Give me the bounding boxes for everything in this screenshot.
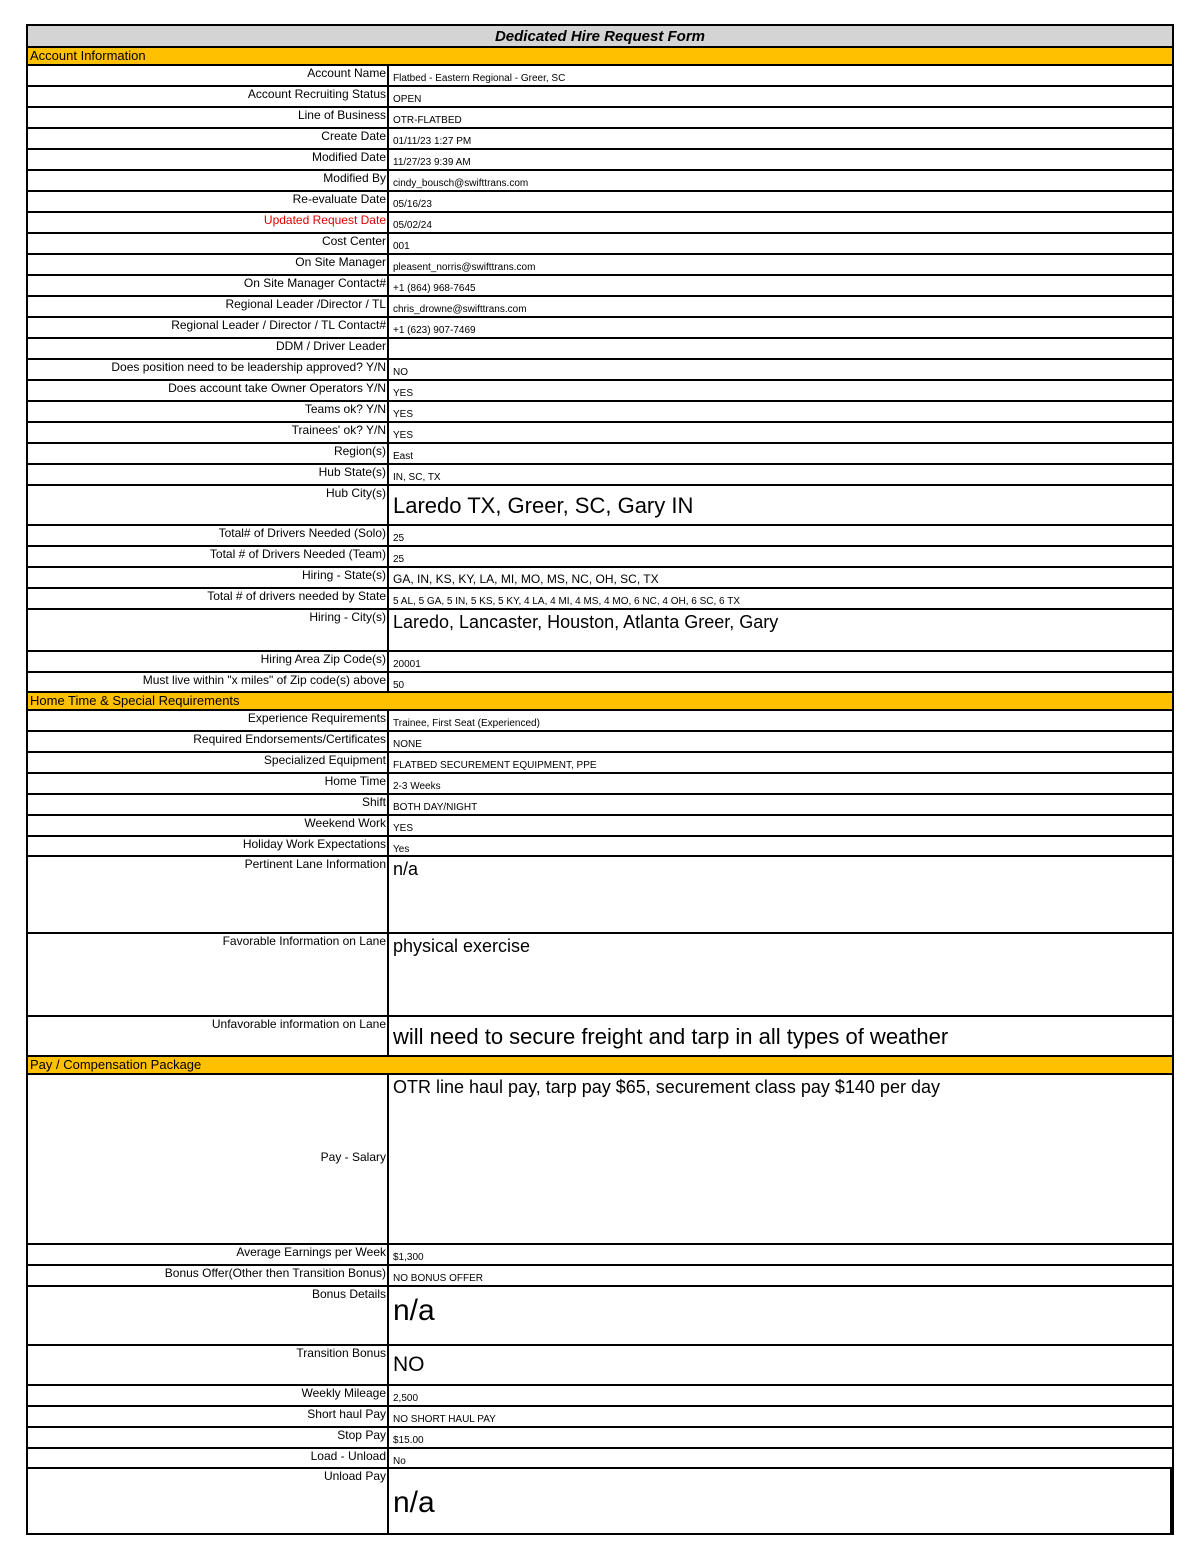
field-value: Flatbed - Eastern Regional - Greer, SC [393,73,566,84]
row-unfavorable-lane-info [28,1017,1172,1057]
field-value: 2-3 Weeks [393,781,441,792]
field-label: Updated Request Date [28,213,389,232]
field-label: Shift [28,795,389,814]
field-label: Short haul Pay [28,1407,389,1426]
field-label: Weekend Work [28,816,389,835]
row-drivers-by-state [28,589,1172,610]
field-label: Stop Pay [28,1428,389,1447]
row-unload-pay [28,1469,1172,1533]
row-bonus-offer [28,1266,1172,1287]
field-value: YES [393,823,414,834]
field-value: East [393,451,414,462]
field-label: Specialized Equipment [28,753,389,772]
row-account-name [28,66,1172,87]
row-hub-states [28,465,1172,486]
row-bonus-details [28,1287,1172,1346]
field-label: Hiring - City(s) [28,610,389,650]
field-label: Total # of drivers needed by State [28,589,389,608]
field-value: Laredo TX, Greer, SC, Gary IN [393,493,694,518]
field-value: 2,500 [393,1393,419,1404]
row-required-endorsements [28,732,1172,753]
field-value: 50 [393,680,405,691]
field-value: No [393,1456,406,1467]
field-value: Trainee, First Seat (Experienced) [393,718,540,729]
form-title: Dedicated Hire Request Form [28,26,1172,48]
row-total-drivers-solo [28,526,1172,547]
section-header-account-information: Account Information [28,48,1172,66]
field-value: YES [393,388,414,399]
field-label: Average Earnings per Week [28,1245,389,1264]
row-hub-cities [28,486,1172,526]
field-value: $15.00 [393,1435,424,1446]
field-value: +1 (864) 968-7645 [393,283,476,294]
field-value: Yes [393,844,410,855]
field-value: 01/11/23 1:27 PM [393,136,472,147]
hire-request-form [26,24,1174,1535]
field-label: Bonus Details [28,1287,389,1344]
row-modified-date [28,150,1172,171]
field-label: Account Recruiting Status [28,87,389,106]
field-label: Re-evaluate Date [28,192,389,211]
field-label: DDM / Driver Leader [28,339,389,358]
field-label: Modified By [28,171,389,190]
field-label: Pertinent Lane Information [28,857,389,932]
field-value: chris_drowne@swifttrans.com [393,304,527,315]
field-value: BOTH DAY/NIGHT [393,802,478,813]
field-label: Total# of Drivers Needed (Solo) [28,526,389,545]
row-leadership-approved [28,360,1172,381]
field-label: Regional Leader /Director / TL [28,297,389,316]
field-value: NO BONUS OFFER [393,1273,484,1284]
row-pertinent-lane-info [28,857,1172,934]
row-hiring-states [28,568,1172,589]
row-account-recruiting-status [28,87,1172,108]
field-label: Bonus Offer(Other then Transition Bonus) [28,1266,389,1285]
field-label: On Site Manager Contact# [28,276,389,295]
field-label: Transition Bonus [28,1346,389,1384]
row-hiring-zip [28,652,1172,673]
row-load-unload [28,1449,1172,1469]
field-value: 05/16/23 [393,199,432,210]
row-modified-by [28,171,1172,192]
section-header-pay-compensation: Pay / Compensation Package [28,1057,1172,1075]
row-weekly-mileage [28,1386,1172,1407]
field-label: Unload Pay [28,1469,389,1533]
row-home-time [28,774,1172,795]
field-label: Cost Center [28,234,389,253]
row-trainees-ok [28,423,1172,444]
row-holiday-work [28,837,1172,857]
row-transition-bonus [28,1346,1172,1386]
row-on-site-manager [28,255,1172,276]
field-value: FLATBED SECUREMENT EQUIPMENT, PPE [393,760,597,771]
field-label: Load - Unload [28,1449,389,1467]
field-label: Favorable Information on Lane [28,934,389,1015]
field-value: 25 [393,554,405,565]
field-label: Experience Requirements [28,711,389,730]
row-experience-requirements [28,711,1172,732]
field-value: 11/27/23 9:39 AM [393,157,471,168]
field-label: Teams ok? Y/N [28,402,389,421]
field-value: GA, IN, KS, KY, LA, MI, MO, MS, NC, OH, SC, TX [393,572,659,586]
field-label: Total # of Drivers Needed (Team) [28,547,389,566]
row-favorable-lane-info [28,934,1172,1017]
row-specialized-equipment [28,753,1172,774]
field-label: Home Time [28,774,389,793]
row-pay-salary [28,1075,1172,1245]
field-value: n/a [393,859,419,879]
field-label: Account Name [28,66,389,85]
field-label: Modified Date [28,150,389,169]
field-value: YES [393,430,414,441]
field-value: NO [393,367,408,378]
field-value: physical exercise [393,936,531,956]
field-label: Weekly Mileage [28,1386,389,1405]
field-label: Create Date [28,129,389,148]
row-weekend-work [28,816,1172,837]
field-value: Laredo, Lancaster, Houston, Atlanta Greer, Gary [393,612,779,632]
row-stop-pay [28,1428,1172,1449]
row-on-site-manager-contact [28,276,1172,297]
row-regional-leader-contact [28,318,1172,339]
row-hiring-cities [28,610,1172,652]
field-value: OTR line haul pay, tarp pay $65, securement class pay $140 per day [393,1077,940,1097]
field-value: OPEN [393,94,422,105]
field-label: Hub City(s) [28,486,389,524]
field-value: n/a [387,1467,1172,1535]
field-value [389,339,1172,358]
field-value: $1,300 [393,1252,424,1263]
field-value: cindy_bousch@swifttrans.com [393,178,529,189]
row-ddm-driver-leader [28,339,1172,360]
field-label: Hiring - State(s) [28,568,389,587]
row-average-earnings [28,1245,1172,1266]
field-value: 5 AL, 5 GA, 5 IN, 5 KS, 5 KY, 4 LA, 4 MI, 4 MS, 4 MO, 6 NC, 4 OH, 6 SC, 6 TX [393,596,740,607]
section-header-home-time: Home Time & Special Requirements [28,693,1172,711]
field-value: pleasent_norris@swifttrans.com [393,262,536,273]
row-create-date [28,129,1172,150]
row-teams-ok [28,402,1172,423]
row-regions [28,444,1172,465]
field-value: will need to secure freight and tarp in all types of weather [393,1024,949,1049]
row-owner-operators [28,381,1172,402]
row-live-within-miles [28,673,1172,693]
row-updated-request-date [28,213,1172,234]
row-cost-center [28,234,1172,255]
row-short-haul-pay [28,1407,1172,1428]
field-value: IN, SC, TX [393,472,441,483]
field-value: NO SHORT HAUL PAY [393,1414,496,1425]
field-value: n/a [393,1294,435,1327]
row-shift [28,795,1172,816]
field-value: 001 [393,241,410,252]
field-label: Hiring Area Zip Code(s) [28,652,389,671]
field-label: Line of Business [28,108,389,127]
field-value: OTR-FLATBED [393,115,462,126]
field-label: Holiday Work Expectations [28,837,389,855]
field-value: +1 (623) 907-7469 [393,325,476,336]
field-label: Regional Leader / Director / TL Contact# [28,318,389,337]
field-label: On Site Manager [28,255,389,274]
field-value: 25 [393,533,405,544]
row-line-of-business [28,108,1172,129]
field-label: Trainees' ok? Y/N [28,423,389,442]
field-value: 20001 [393,659,421,670]
field-label: Required Endorsements/Certificates [28,732,389,751]
field-value: NONE [393,739,422,750]
row-regional-leader [28,297,1172,318]
field-label: Region(s) [28,444,389,463]
field-label: Must live within "x miles" of Zip code(s) above [28,673,389,691]
field-value: NO [393,1353,425,1376]
field-label: Unfavorable information on Lane [28,1017,389,1055]
row-re-evaluate-date [28,192,1172,213]
field-label: Pay - Salary [28,1075,389,1243]
field-label: Hub State(s) [28,465,389,484]
row-total-drivers-team [28,547,1172,568]
field-label: Does position need to be leadership approved? Y/N [28,360,389,379]
field-value: 05/02/24 [393,220,432,231]
field-label: Does account take Owner Operators Y/N [28,381,389,400]
field-value: YES [393,409,414,420]
